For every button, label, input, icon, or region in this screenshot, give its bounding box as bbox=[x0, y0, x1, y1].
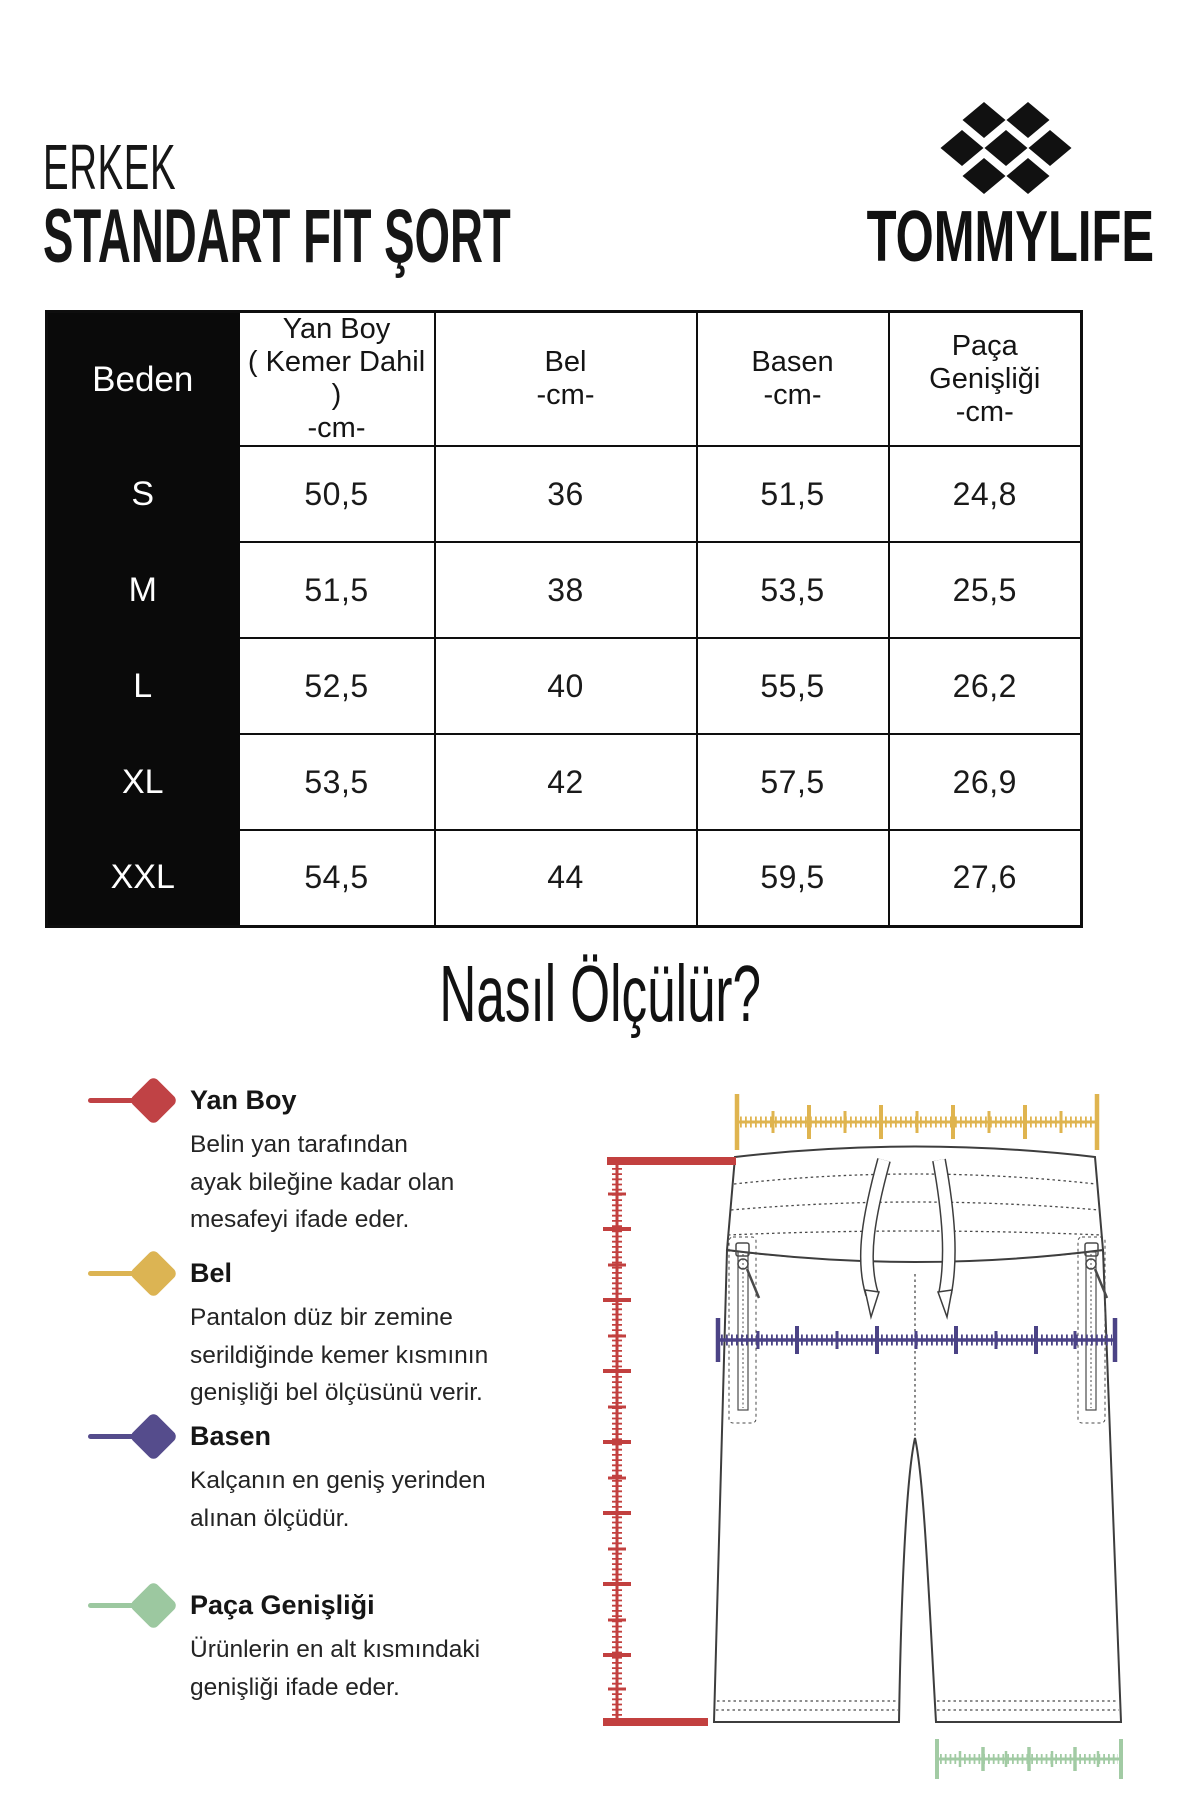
legend-title: Bel bbox=[190, 1258, 233, 1288]
legend-title: Paça Genişliği bbox=[190, 1590, 375, 1620]
legend-description: Pantalon düz bir zemine serildiğinde kemer kısmının genişliği bel ölçüsünü verir. bbox=[190, 1304, 489, 1406]
legend-item-yan-boy bbox=[88, 1083, 508, 1239]
table-row: M 51,5 38 53,5 25,5 bbox=[47, 542, 1082, 638]
header-basen: Basen -cm- bbox=[697, 312, 889, 447]
basen-diamond-icon bbox=[88, 1419, 178, 1455]
size-label: S bbox=[47, 446, 239, 542]
table-row: S 50,5 36 51,5 24,8 bbox=[47, 446, 1082, 542]
header-yan-boy: Yan Boy ( Kemer Dahil ) -cm- bbox=[239, 312, 435, 447]
legend-title: Basen bbox=[190, 1421, 272, 1451]
brand-text: TOMMYLIFE bbox=[866, 197, 1154, 277]
section-title: Nasıl Ölçülür? bbox=[439, 949, 761, 1038]
size-label: XXL bbox=[47, 830, 239, 926]
product-title: STANDART FIT ŞORT bbox=[43, 194, 511, 279]
header-paca-genisligi: Paça Genişliği -cm- bbox=[889, 312, 1082, 447]
legend-title: Yan Boy bbox=[190, 1085, 297, 1115]
header-beden: Beden bbox=[47, 312, 239, 447]
shorts-measurement-diagram bbox=[540, 1060, 1160, 1800]
legend-item-basen bbox=[88, 1419, 508, 1537]
paca-genisligi-ruler bbox=[937, 1739, 1121, 1779]
legend-description: Kalçanın en geniş yerinden alınan ölçüdür. bbox=[190, 1467, 486, 1532]
brand-wordmark bbox=[760, 196, 1200, 278]
legend-item-bel bbox=[88, 1256, 508, 1412]
yan-boy-diamond-icon bbox=[88, 1083, 178, 1119]
gender-subtitle: ERKEK bbox=[43, 131, 177, 203]
size-label: L bbox=[47, 638, 239, 734]
header-bel: Bel -cm- bbox=[435, 312, 697, 447]
table-header-row bbox=[47, 312, 1082, 447]
table-row: XL 53,5 42 57,5 26,9 bbox=[47, 734, 1082, 830]
tommylife-logo-icon bbox=[940, 98, 1072, 198]
bel-diamond-icon bbox=[88, 1256, 178, 1292]
size-table bbox=[45, 310, 1083, 928]
table-row: XXL 54,5 44 59,5 27,6 bbox=[47, 830, 1082, 926]
table-row: L 52,5 40 55,5 26,2 bbox=[47, 638, 1082, 734]
legend-item-paca-genisligi bbox=[88, 1588, 508, 1706]
bel-ruler bbox=[737, 1094, 1097, 1150]
legend-description: Belin yan tarafından ayak bileğine kadar olan mesafeyi ifade eder. bbox=[190, 1131, 455, 1233]
legend-description: Ürünlerin en alt kısmındaki genişliği ifade eder. bbox=[190, 1636, 481, 1701]
size-label: M bbox=[47, 542, 239, 638]
paca-genisligi-diamond-icon bbox=[88, 1588, 178, 1624]
size-label: XL bbox=[47, 734, 239, 830]
